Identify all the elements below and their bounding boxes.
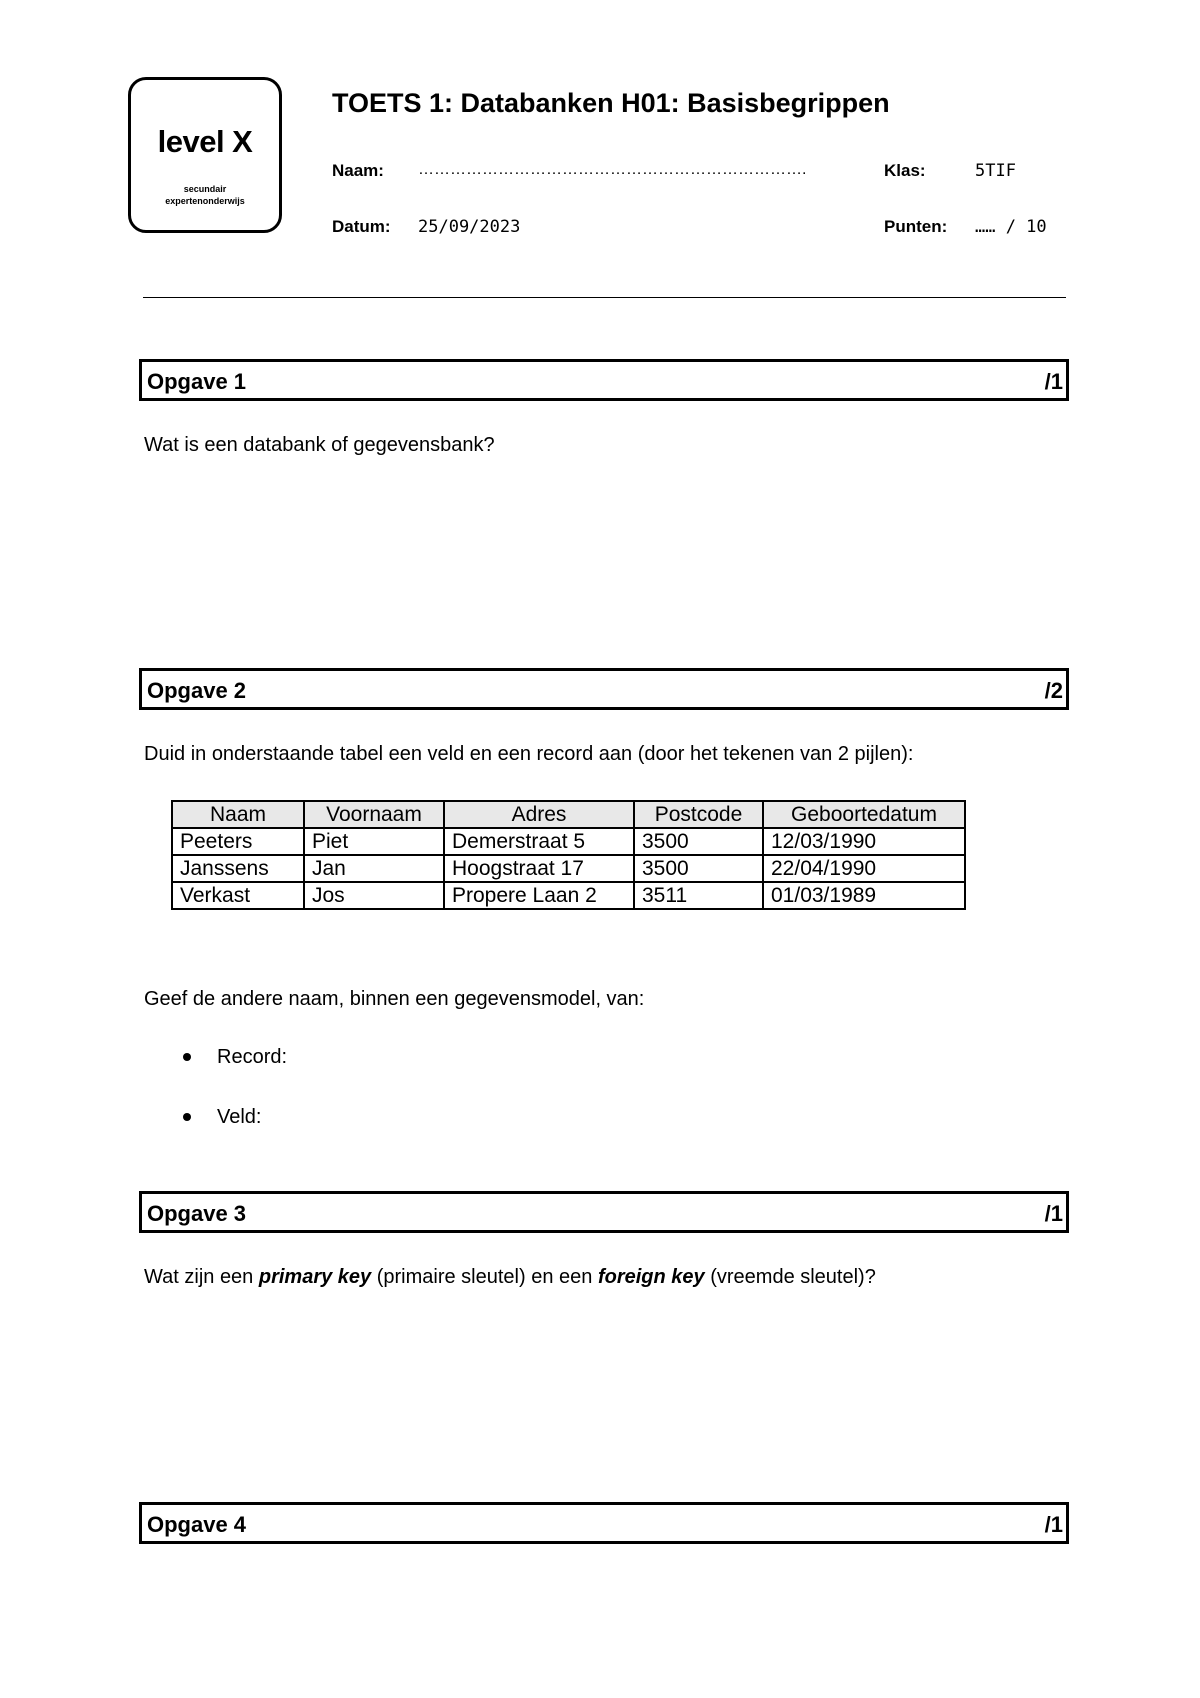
punten-label: Punten: [884,217,948,236]
section-points: /1 [1044,1512,1063,1537]
naam-field[interactable]: ………………………………………………………………. [418,161,807,178]
bullet-icon [183,1113,191,1121]
column-header: Adres [444,801,634,828]
bullet-record: Record: [217,1046,288,1068]
logo-subtitle-line1: secundair [183,184,227,194]
table-cell: 01/03/1989 [763,882,965,909]
question-2-intro: Duid in onderstaande tabel een veld en een record aan (door het tekenen van 2 pijlen): [144,743,914,765]
question-3-part2: (primaire sleutel) en een [371,1266,598,1288]
question-3-text [144,1266,876,1289]
table-cell: 12/03/1990 [763,828,965,855]
table-cell: 22/04/1990 [763,855,965,882]
section-bar-opgave-2 [139,668,1069,710]
table-cell: Jos [304,882,444,909]
page-title: TOETS 1: Databanken H01: Basisbegrippen [332,88,890,118]
bullet-icon [183,1053,191,1061]
table-cell: 3511 [634,882,763,909]
datum-label: Datum: [332,217,391,236]
section-label: Opgave 3 [147,1201,247,1226]
column-header: Naam [172,801,304,828]
school-logo [128,77,282,233]
term-foreign-key: foreign key [597,1266,705,1288]
klas-label: Klas: [884,161,926,180]
punten-field[interactable]: …… / 10 [975,217,1047,237]
section-points: /1 [1044,1201,1063,1226]
datum-value: 25/09/2023 [418,217,521,237]
table-cell: 3500 [634,855,763,882]
table-cell: Jan [304,855,444,882]
table-cell: Piet [304,828,444,855]
section-points: /1 [1044,369,1063,394]
column-header: Geboortedatum [763,801,965,828]
section-points: /2 [1044,678,1063,703]
table-cell: Verkast [172,882,304,909]
column-header: Postcode [634,801,763,828]
table-header-row [172,801,965,828]
question-2-followup: Geef de andere naam, binnen een gegevensmodel, van: [144,988,645,1010]
table-cell: Propere Laan 2 [444,882,634,909]
section-bar-opgave-1 [139,359,1069,401]
naam-label: Naam: [332,161,384,180]
table-cell: 3500 [634,828,763,855]
section-label: Opgave 4 [147,1512,247,1537]
question-1-text: Wat is een databank of gegevensbank? [144,434,495,456]
question-3-part3: (vreemde sleutel)? [704,1266,876,1288]
column-header: Voornaam [304,801,444,828]
table-row [172,828,965,855]
section-bar-opgave-3 [139,1191,1069,1233]
table-cell: Hoogstraat 17 [444,855,634,882]
table-cell: Demerstraat 5 [444,828,634,855]
klas-value: 5TIF [975,161,1016,181]
section-label: Opgave 2 [147,678,247,703]
data-table [171,800,966,910]
logo-subtitle-line2: expertenonderwijs [165,196,245,206]
table-cell: Janssens [172,855,304,882]
section-bar-opgave-4 [139,1502,1069,1544]
question-3-part1: Wat zijn een [144,1266,259,1288]
table-row [172,855,965,882]
table-cell: Peeters [172,828,304,855]
header-divider [143,297,1066,298]
table-row [172,882,965,909]
term-primary-key: primary key [258,1266,372,1288]
section-label: Opgave 1 [147,369,247,394]
logo-title: level X [157,124,253,159]
bullet-veld: Veld: [217,1106,262,1128]
